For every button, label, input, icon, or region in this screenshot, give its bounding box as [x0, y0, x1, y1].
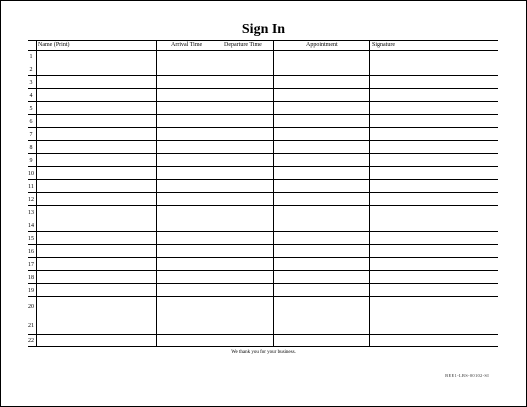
- column-divider: [369, 41, 370, 346]
- table-row: [28, 102, 498, 115]
- row-number: 13: [28, 209, 34, 216]
- column-header-arrival: Arrival Time: [171, 42, 203, 48]
- table-row: [28, 50, 498, 76]
- sign-in-table: [28, 40, 498, 347]
- row-number: 22: [28, 337, 34, 344]
- column-header-appointment: Appointment: [306, 42, 338, 48]
- column-header-name: Name (Print): [38, 42, 70, 48]
- row-number: 3: [29, 79, 33, 86]
- row-number: 14: [28, 222, 34, 229]
- table-row: [28, 232, 498, 245]
- form-code: BEE1-LBS-00102-SI: [445, 373, 489, 378]
- table-row: [28, 167, 498, 180]
- column-header-departure: Departure Time: [224, 42, 262, 48]
- column-divider: [36, 41, 37, 346]
- row-number: 11: [28, 183, 34, 190]
- row-number: 21: [28, 322, 34, 329]
- table-row: [28, 180, 498, 193]
- row-number: 15: [28, 235, 34, 242]
- row-number: 7: [29, 131, 33, 138]
- table-row: [28, 115, 498, 128]
- table-row: [28, 128, 498, 141]
- row-number: 12: [28, 196, 34, 203]
- table-row: [28, 206, 498, 232]
- table-row: [28, 245, 498, 258]
- footer-text: We thank you for your business.: [231, 350, 296, 355]
- column-divider: [273, 41, 274, 346]
- row-number: 18: [28, 274, 34, 281]
- table-row: [28, 284, 498, 297]
- row-number: 1: [29, 53, 33, 60]
- row-number: 17: [28, 261, 34, 268]
- table-row: [28, 141, 498, 154]
- table-row: [28, 271, 498, 284]
- row-number: 2: [29, 66, 33, 73]
- row-number: 20: [28, 303, 34, 310]
- table-row: [28, 154, 498, 167]
- row-number: 5: [29, 105, 33, 112]
- table-row: [28, 76, 498, 89]
- table-row: [28, 258, 498, 271]
- page-title: Sign In: [241, 22, 286, 37]
- row-number: 8: [29, 144, 33, 151]
- column-divider: [156, 41, 157, 346]
- row-number: 4: [29, 92, 33, 99]
- table-row: [28, 297, 498, 335]
- table-row: [28, 89, 498, 102]
- row-number: 19: [28, 287, 34, 294]
- table-row: [28, 335, 498, 346]
- table-row: [28, 193, 498, 206]
- row-number: 9: [29, 157, 33, 164]
- row-number: 10: [28, 170, 34, 177]
- row-number: 6: [29, 118, 33, 125]
- row-number: 16: [28, 248, 34, 255]
- column-header-signature: Signature: [372, 42, 395, 48]
